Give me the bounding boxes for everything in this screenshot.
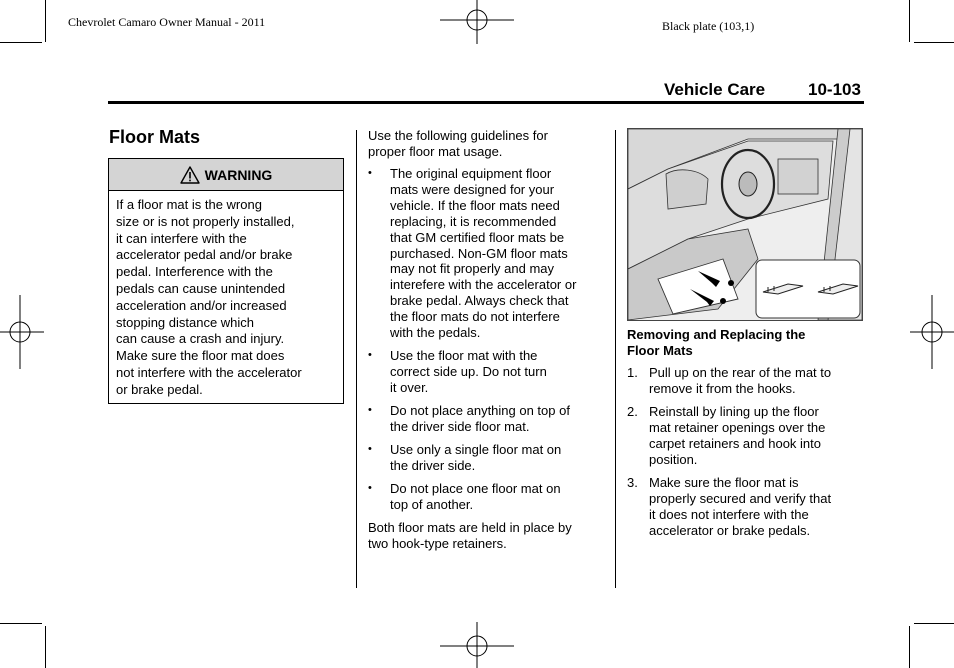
bullet-marker: • <box>368 443 372 455</box>
bullet-marker: • <box>368 482 372 494</box>
header-rule <box>108 101 864 104</box>
warning-header <box>109 159 343 191</box>
bullet-item: Do not place one floor mat on top of another. <box>390 481 561 512</box>
warning-triangle-icon <box>180 166 200 184</box>
figure-caption: Removing and Replacing the Floor Mats <box>627 327 806 358</box>
bullet-marker: • <box>368 404 372 416</box>
manual-title: Chevrolet Camaro Owner Manual - 2011 <box>68 15 266 29</box>
car-interior-drawing <box>628 129 862 320</box>
bullet-marker: • <box>368 167 372 179</box>
warning-label: WARNING <box>204 166 273 183</box>
column-divider <box>615 130 616 588</box>
step-item: Pull up on the rear of the mat to remove it from the hooks. <box>649 365 832 396</box>
step-number: 1. <box>627 365 638 380</box>
plate-label: Black plate (103,1) <box>662 19 755 33</box>
step-number: 3. <box>627 475 638 490</box>
section-title: Vehicle Care <box>664 80 766 99</box>
step-item: Reinstall by lining up the floor mat retainer openings over the carpet retainers and hook into position. <box>649 404 826 467</box>
registration-mark-top <box>440 0 516 46</box>
warning-text: If a floor mat is the wrong size or is not properly installed, it can interfere with the accelerator pedal and/or brake pedal. Interference with the pedals can cause unintended acceleration and/or increased stopping distance which can cause a crash and injury. Make sure the floor mat does not interfere with the accelerator or brake pedal. <box>116 197 302 397</box>
registration-mark-bottom <box>440 622 516 668</box>
intro-paragraph: Use the following guidelines for proper floor mat usage. <box>368 128 548 159</box>
registration-mark-left <box>0 295 46 371</box>
bullet-item: The original equipment floor mats were designed for your vehicle. If the floor mats need replacing, it is recommended that GM certified floor mats be purchased. Non-GM floor mats may not fit properly and may interefere with the accelerator or brake pedal. Always check that the floor mats do not interfere with the pedals. <box>390 166 577 341</box>
page-number: 10-103 <box>808 80 861 99</box>
closing-paragraph: Both floor mats are held in place by two hook-type retainers. <box>368 520 572 551</box>
floor-mat-illustration <box>627 128 863 321</box>
registration-mark-right <box>908 295 954 371</box>
bullet-item: Do not place anything on top of the driver side floor mat. <box>390 403 570 434</box>
bullet-item: Use only a single floor mat on the driver side. <box>390 442 562 473</box>
step-number: 2. <box>627 404 638 419</box>
warning-box <box>108 158 344 404</box>
column-divider <box>356 130 357 588</box>
bullet-item: Use the floor mat with the correct side up. Do not turn it over. <box>390 348 547 395</box>
step-item: Make sure the floor mat is properly secured and verify that it does not interfere with the accelerator or brake pedals. <box>649 475 832 538</box>
page-heading: Floor Mats <box>109 127 201 147</box>
bullet-marker: • <box>368 349 372 361</box>
